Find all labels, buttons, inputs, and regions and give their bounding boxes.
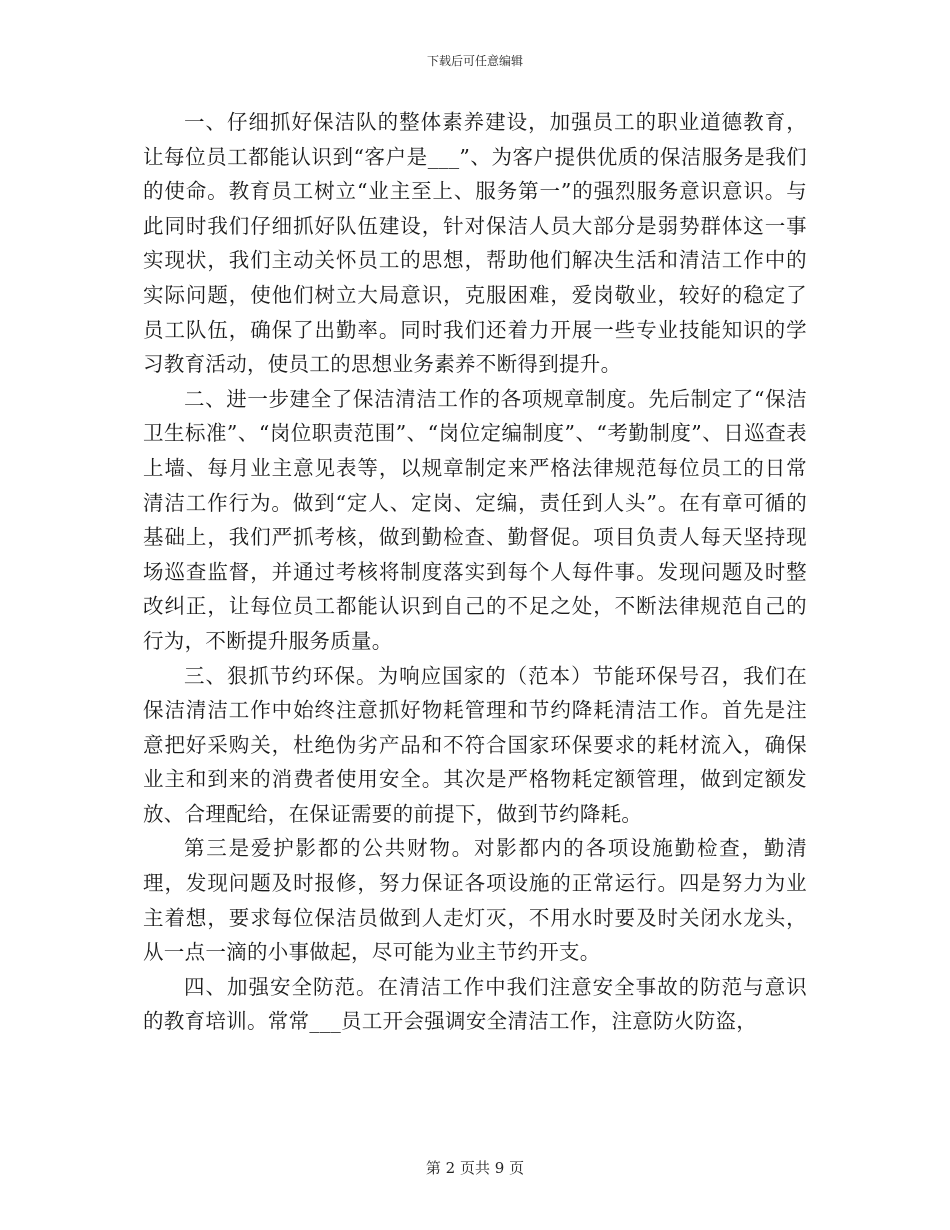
- paragraph-3: 三、狠抓节约环保。为响应国家的（范本）节能环保号召，我们在保洁清洁工作中始终注意抓好物耗管理和节约降耗清洁工作。首先是注意把好采购关，杜绝伪劣产品和不符合国家环保要求的耗材流入，确保业主和到来的消费者使用安全。其次是严格物耗定额管理，做到定额发放、合理配给，在保证需要的前提下，做到节约降耗。: [143, 663, 807, 826]
- page-header: 下载后可任意编辑: [426, 54, 523, 68]
- paragraph-1: 一、仔细抓好保洁队的整体素养建设，加强员工的职业道德教育，让每位员工都能认识到“客户是___”、为客户提供优质的保洁服务是我们的使命。教育员工树立“业主至上、服务第一”的强烈服务意识意识。与此同时我们仔细抓好队伍建设，针对保洁人员大部分是弱势群体这一事实现状，我们主动关怀员工的思想，帮助他们解决生活和清洁工作中的实际问题，使他们树立大局意识，克服困难，爱岗敬业，较好的稳定了员工队伍，确保了出勤率。同时我们还着力开展一些专业技能知识的学习教育活动，使员工的思想业务素养不断得到提升。: [143, 110, 807, 377]
- paragraph-4: 第三是爱护影都的公共财物。对影都内的各项设施勤检查，勤清理，发现问题及时报修，努力保证各项设施的正常运行。四是努力为业主着想，要求每位保洁员做到人走灯灭，不用水时要及时关闭水龙头，从一点一滴的小事做起，尽可能为业主节约开支。: [143, 836, 807, 965]
- document-body: [143, 105, 807, 1039]
- page-number-footer: 第 2 页共 9 页: [425, 1159, 525, 1177]
- paragraph-2: 二、进一步建全了保洁清洁工作的各项规章制度。先后制定了“保洁卫生标准”、“岗位职责范围”、“岗位定编制度”、“考勤制度”、日巡查表上墙、每月业主意见表等，以规章制定来严格法律规范每位员工的日常清洁工作行为。做到“定人、定岗、定编，责任到人头”。在有章可循的基础上，我们严抓考核，做到勤检查、勤督促。项目负责人每天坚持现场巡查监督，并通过考核将制度落实到每个人每件事。发现问题及时整改纠正，让每位员工都能认识到自己的不足之处，不断法律规范自己的行为，不断提升服务质量。: [143, 386, 807, 653]
- paragraph-5: 四、加强安全防范。在清洁工作中我们注意安全事故的防范与意识的教育培训。常常___员工开会强调安全清洁工作，注意防火防盗，: [143, 974, 807, 1034]
